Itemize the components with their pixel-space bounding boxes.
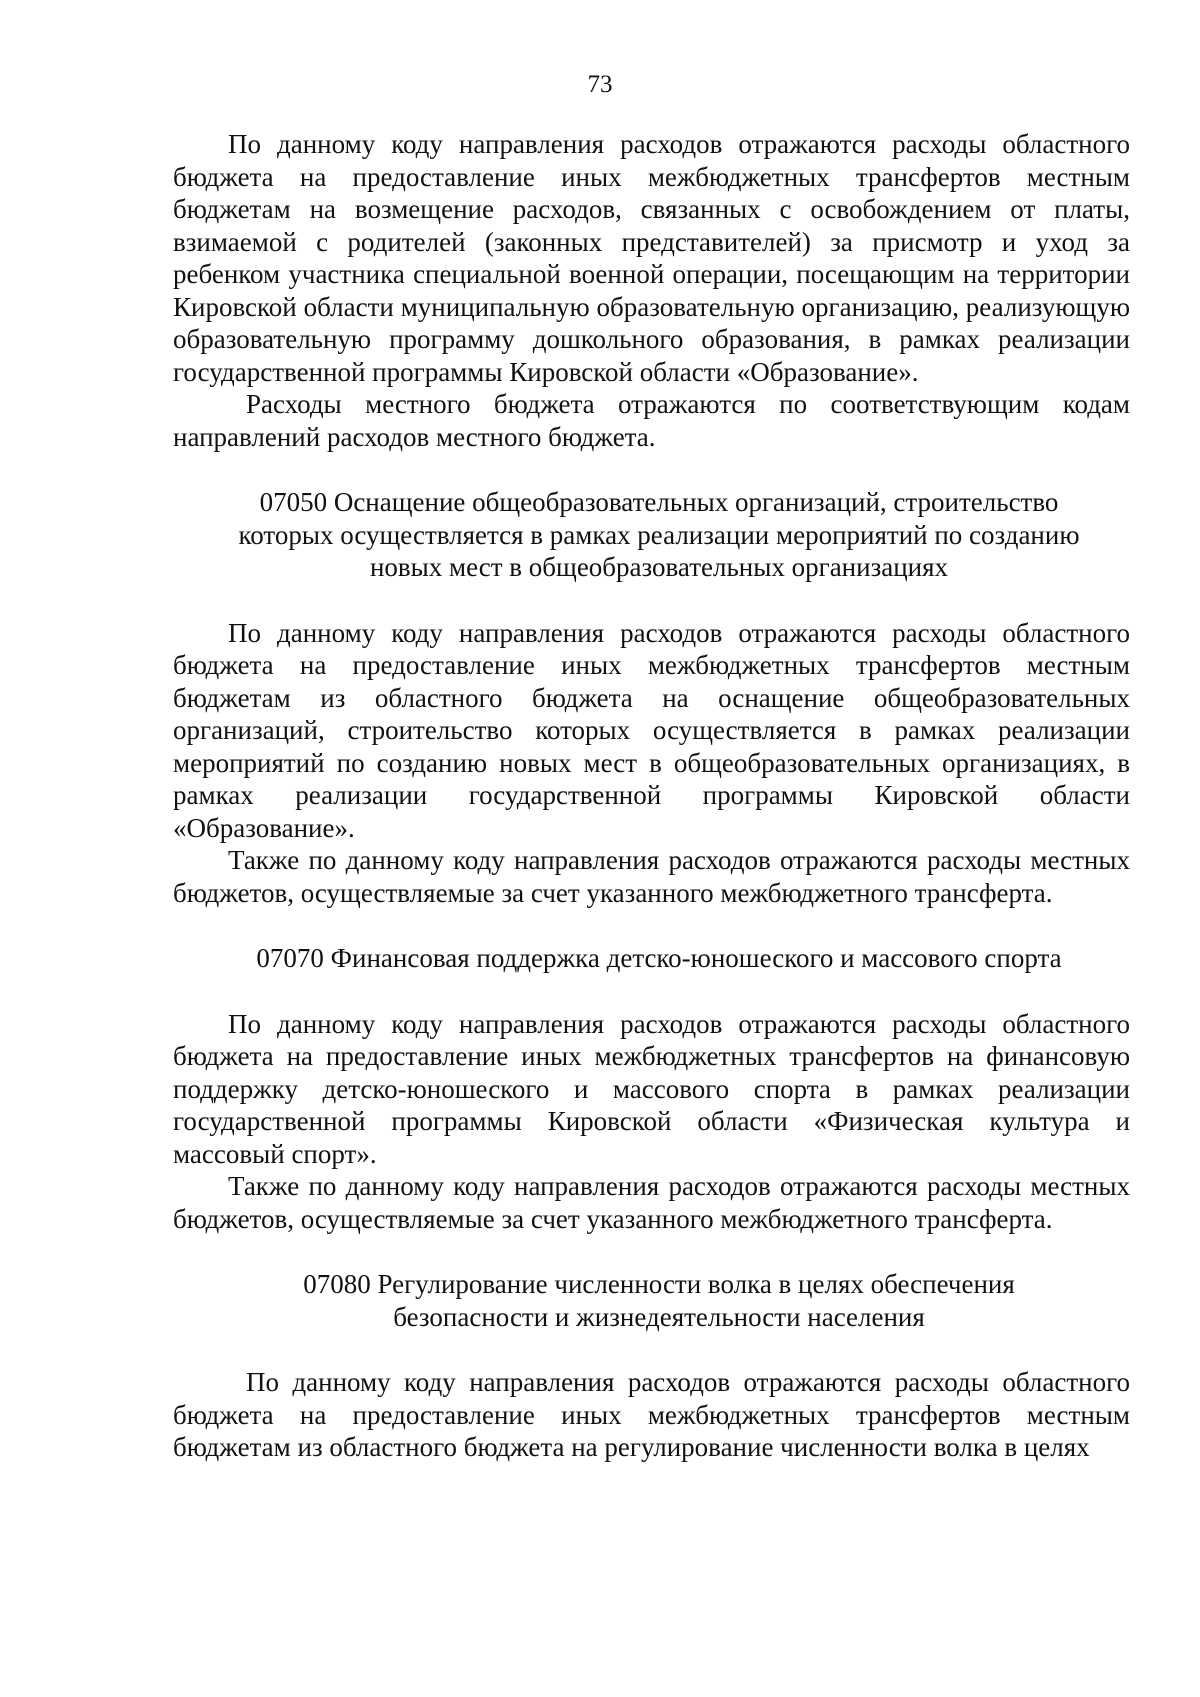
paragraph: По данному коду направления расходов отражаются расходы областного бюджета на предоставление иных межбюджетных трансфертов местным бюджетам на возмещение расходов, связанных с освобождением от платы, взимаемой с родителей (законных представителей) за присмотр и уход за ребенком участника специальной военной операции, посещающим на территории Кировской области муниципальную образовательную организацию, реализующую образовательную программу дошкольного образования, в рамках реализации государственной программы Кировской области «Образование». bbox=[173, 129, 1130, 387]
section-gap bbox=[173, 1333, 1130, 1366]
section-heading bbox=[173, 1268, 1130, 1333]
paragraph: Также по данному коду направления расходов отражаются расходы местных бюджетов, осуществляемые за счет указанного межбюджетного трансферта. bbox=[173, 845, 1130, 908]
section-heading bbox=[173, 486, 1130, 584]
section-heading-line: новых мест в общеобразовательных организациях bbox=[369, 552, 949, 582]
section-heading-line: 07070 Финансовая поддержка детско-юношеского и массового спорта bbox=[256, 943, 1062, 973]
section-gap bbox=[173, 975, 1130, 1008]
document-body bbox=[173, 128, 1130, 1464]
paragraph: По данному коду направления расходов отражаются расходы областного бюджета на предоставление иных межбюджетных трансфертов местным бюджетам из областного бюджета на регулирование численности волка в целях bbox=[173, 1367, 1130, 1462]
section-heading-line: 07050 Оснащение общеобразовательных организаций, строительство bbox=[259, 487, 1059, 517]
section-gap bbox=[173, 584, 1130, 617]
section-heading-line: безопасности и жизнедеятельности населения bbox=[393, 1301, 925, 1332]
paragraph: По данному коду направления расходов отражаются расходы областного бюджета на предоставление иных межбюджетных трансфертов местным бюджетам из областного бюджета на оснащение общеобразовательных организаций, строительство которых осуществляется в рамках реализации мероприятий по созданию новых мест в общеобразовательных организациях, в рамках реализации государственной программы Кировской области «Образование». bbox=[173, 617, 1130, 843]
paragraph: По данному коду направления расходов отражаются расходы областного бюджета на предоставление иных межбюджетных трансфертов на финансовую поддержку детско-юношеского и массового спорта в рамках реализации государственной программы Кировской области «Физическая культура и массовый спорт». bbox=[173, 1008, 1130, 1169]
paragraph: Также по данному коду направления расходов отражаются расходы местных бюджетов, осуществляемые за счет указанного межбюджетного трансферта. bbox=[173, 1171, 1130, 1234]
page-number: 73 bbox=[587, 71, 613, 98]
paragraph: Расходы местного бюджета отражаются по соответствующим кодам направлений расходов местного бюджета. bbox=[173, 389, 1130, 452]
section-heading-line: которых осуществляется в рамках реализации мероприятий по созданию bbox=[238, 519, 1080, 550]
section-gap bbox=[173, 1235, 1130, 1268]
section-gap bbox=[173, 453, 1130, 486]
section-gap bbox=[173, 909, 1130, 942]
section-heading bbox=[173, 942, 1130, 975]
section-heading-line: 07080 Регулирование численности волка в целях обеспечения bbox=[303, 1269, 1015, 1299]
